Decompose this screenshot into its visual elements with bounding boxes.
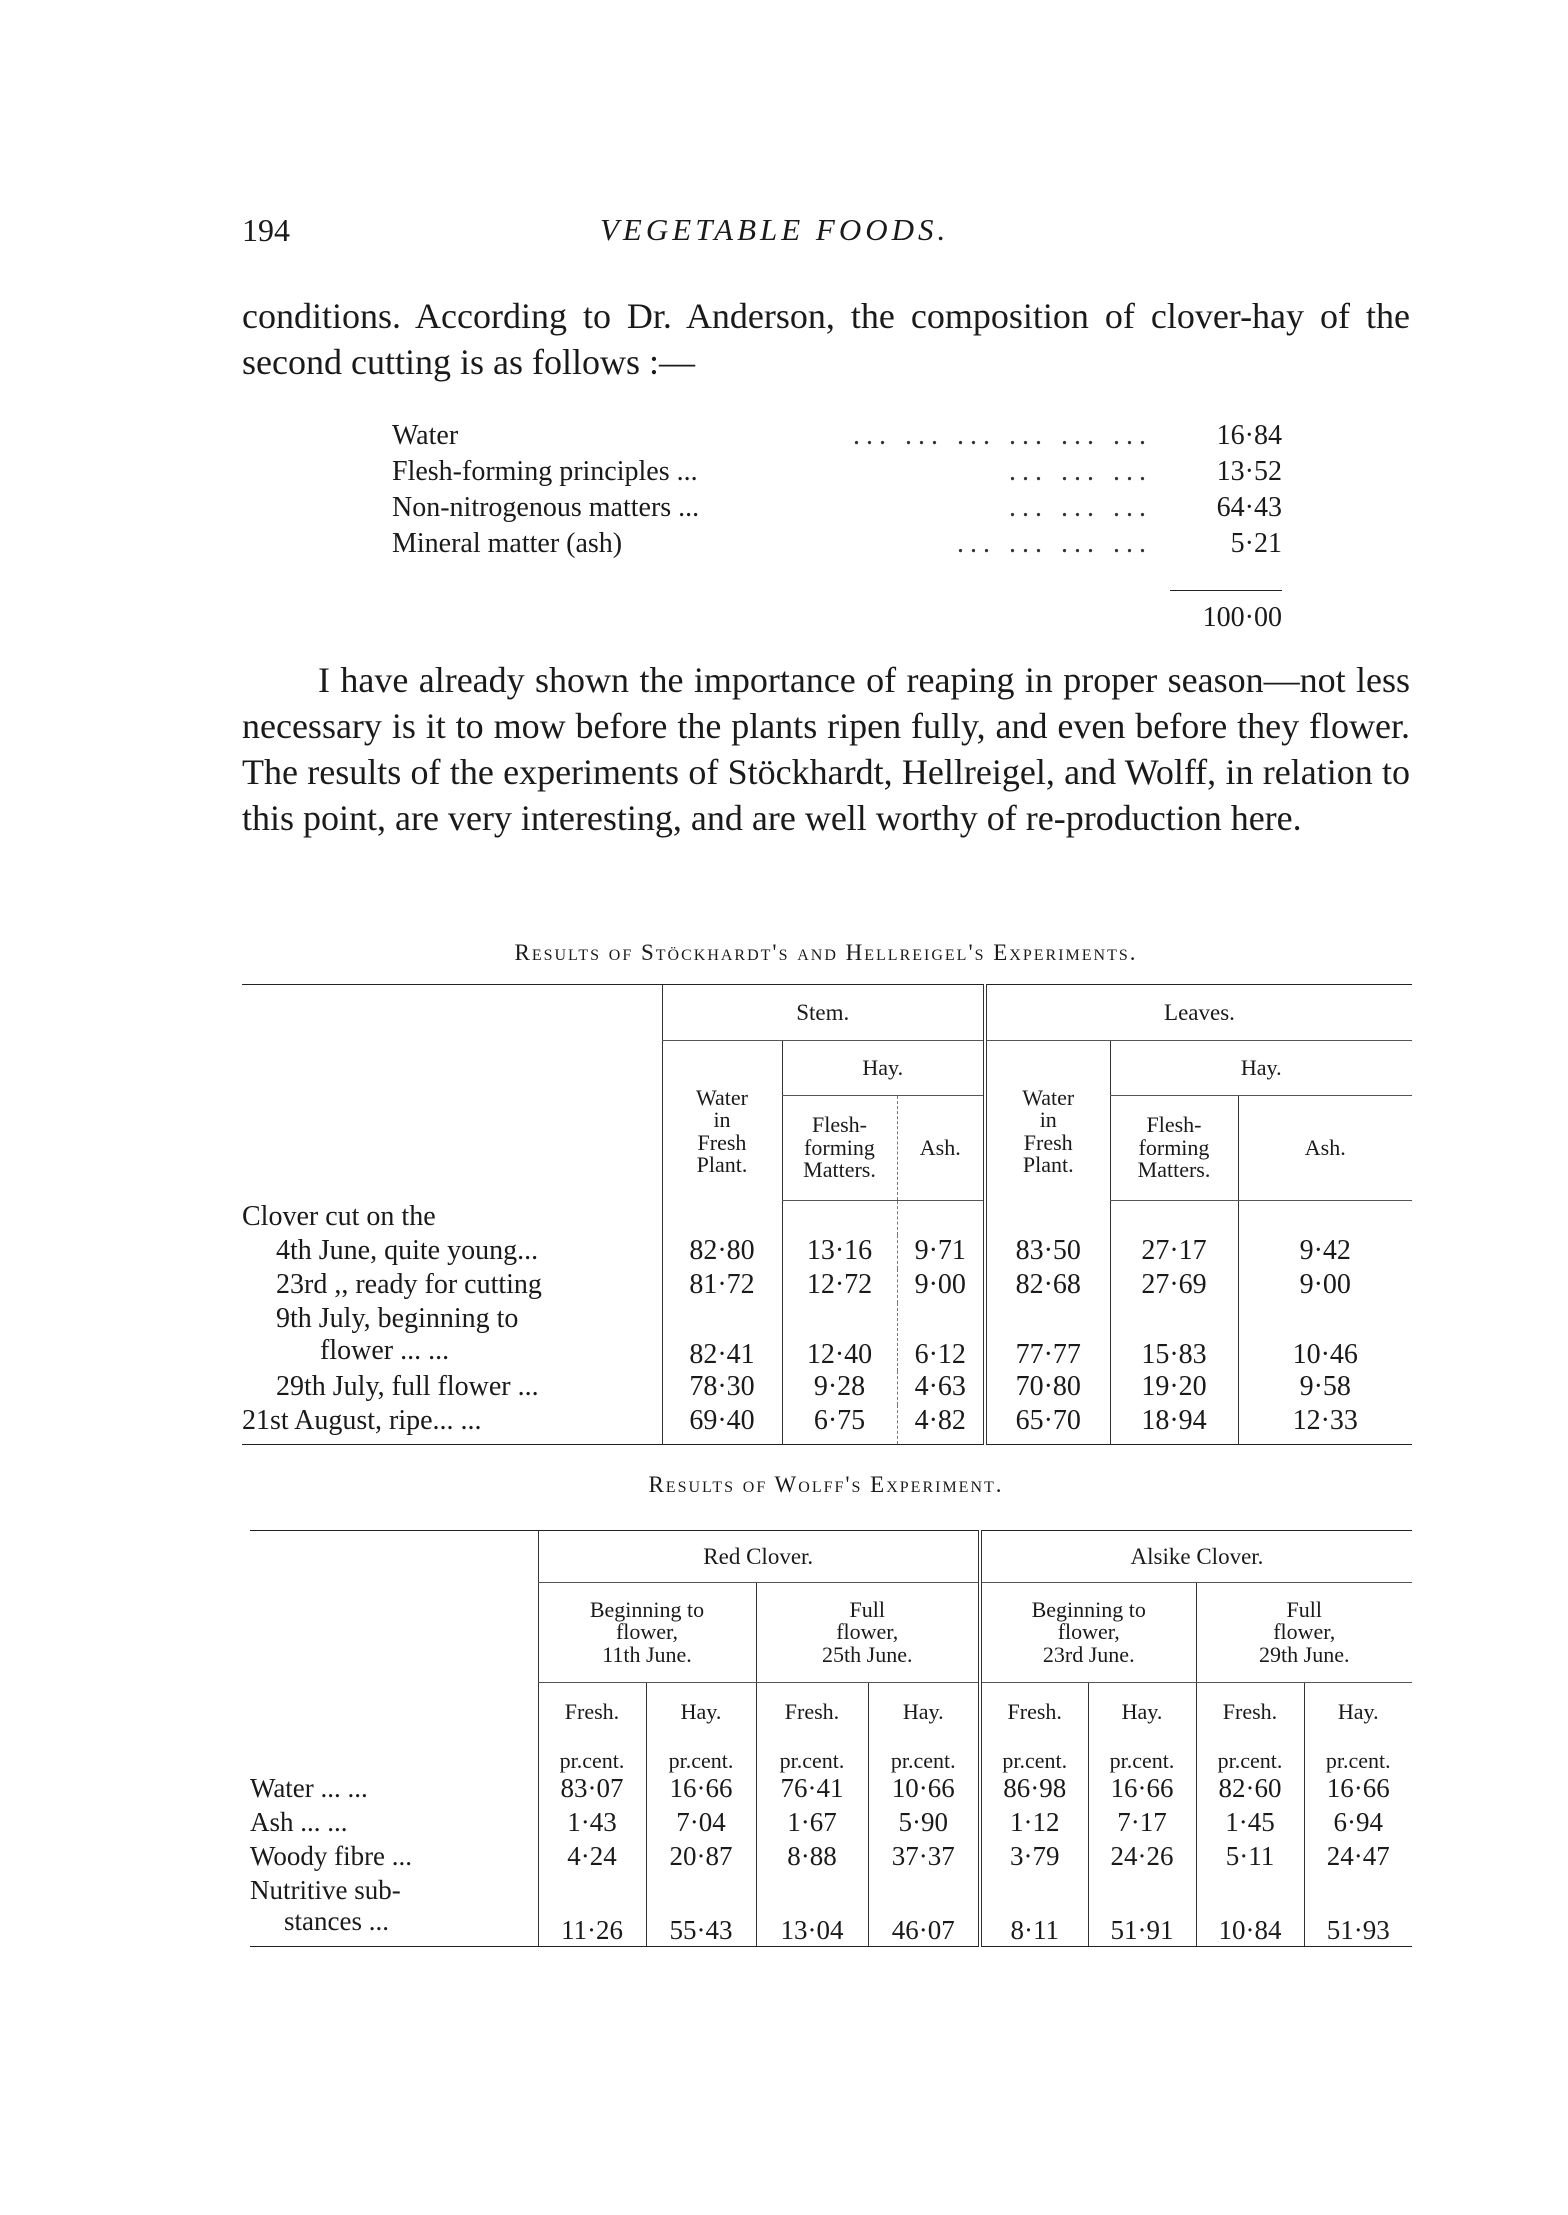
- row-label: 4th June, quite young...: [276, 1234, 539, 1266]
- header-line: Water: [696, 1084, 748, 1110]
- table-cell: 4·82: [897, 1405, 985, 1445]
- table-cell: 78·30: [662, 1371, 782, 1405]
- table-cell: 65·70: [985, 1405, 1110, 1445]
- unit-label: pr.cent.: [756, 1741, 868, 1773]
- running-head: VEGETABLE FOODS.: [600, 212, 950, 247]
- composition-list: [392, 420, 1282, 633]
- unit-label: pr.cent.: [868, 1741, 980, 1773]
- table-cell: 7·04: [646, 1807, 756, 1841]
- row-label: 21st August, ripe... ...: [242, 1405, 662, 1445]
- table-cell: 76·41: [756, 1773, 868, 1807]
- table-cell: 18·94: [1110, 1405, 1238, 1445]
- row-label-line: flower ... ...: [320, 1334, 450, 1366]
- unit-label: pr.cent.: [646, 1741, 756, 1773]
- table-row: [250, 1773, 1412, 1807]
- header-line: Flesh-: [812, 1112, 867, 1138]
- table-cell: 81·72: [662, 1269, 782, 1303]
- table-cell: 77·77: [985, 1303, 1110, 1371]
- table-cell: 82·60: [1196, 1773, 1304, 1807]
- leader-dots: ... ... ...: [1009, 492, 1152, 523]
- leader-dots: ... ... ... ...: [957, 528, 1152, 559]
- table-cell: 13·04: [756, 1875, 868, 1947]
- table-cell: 82·80: [662, 1235, 782, 1269]
- header-line: 25th June.: [822, 1641, 913, 1667]
- table-cell: 4·24: [538, 1841, 646, 1875]
- hay-header: Hay.: [646, 1683, 756, 1741]
- table-cell: 6·12: [897, 1303, 985, 1371]
- header-line: flower,: [615, 1619, 679, 1645]
- composition-value: 16·84: [1216, 420, 1282, 451]
- table-row: [242, 1371, 1412, 1405]
- table-row: [242, 1303, 1412, 1371]
- table-cell: 4·63: [897, 1371, 985, 1405]
- header-line: 11th June.: [602, 1641, 692, 1667]
- table-cell: 70·80: [985, 1371, 1110, 1405]
- table-cell: 24·26: [1088, 1841, 1196, 1875]
- table1-intro-label: Clover cut on the: [242, 1200, 436, 1232]
- table-cell: 37·37: [868, 1841, 980, 1875]
- intro-paragraph: conditions. According to Dr. Anderson, the composition of clover-hay of the second cutting is as follows :—: [242, 296, 1410, 382]
- table2-alsike-clover-header: Alsike Clover.: [980, 1531, 1412, 1583]
- table-cell: 13·16: [782, 1235, 897, 1269]
- table-cell: 12·72: [782, 1269, 897, 1303]
- table-cell: 8·11: [980, 1875, 1088, 1947]
- table-cell: 82·68: [985, 1269, 1110, 1303]
- table1-stem-ash-header: Ash.: [897, 1096, 985, 1201]
- table-row: [250, 1875, 1412, 1947]
- stage-header: [980, 1583, 1196, 1683]
- fresh-header: Fresh.: [1196, 1683, 1304, 1741]
- table-cell: 3·79: [980, 1841, 1088, 1875]
- row-label-line: Nutritive sub-: [250, 1874, 401, 1905]
- header-line: Matters.: [803, 1157, 876, 1183]
- header-line: Fresh: [1023, 1129, 1073, 1155]
- table-cell: 27·17: [1110, 1235, 1238, 1269]
- table2-red-clover-header: Red Clover.: [538, 1531, 980, 1583]
- composition-row-water: [392, 420, 1282, 456]
- table-cell: 6·75: [782, 1405, 897, 1445]
- table1-leaves-flesh-header: [1110, 1096, 1238, 1201]
- hay-header: Hay.: [1088, 1683, 1196, 1741]
- table-cell: 9·58: [1238, 1371, 1412, 1405]
- table-cell: 69·40: [662, 1405, 782, 1445]
- stage-header: [1196, 1583, 1412, 1683]
- unit-label: pr.cent.: [980, 1741, 1088, 1773]
- table-cell: 1·67: [756, 1807, 868, 1841]
- table-cell: 16·66: [646, 1773, 756, 1807]
- table1-leaves-hay-header: Hay.: [1110, 1041, 1412, 1096]
- table-cell: 24·47: [1304, 1841, 1412, 1875]
- table1-stub-header: [242, 985, 662, 1201]
- header-line: Matters.: [1137, 1157, 1211, 1183]
- table-cell: 7·17: [1088, 1807, 1196, 1841]
- table-cell: 6·94: [1304, 1807, 1412, 1841]
- composition-row-non-nitrogenous: [392, 492, 1282, 528]
- table-cell: 16·66: [1304, 1773, 1412, 1807]
- composition-label: Mineral matter (ash): [392, 528, 623, 559]
- table1-stem-header: Stem.: [662, 985, 985, 1041]
- unit-label: pr.cent.: [1304, 1741, 1412, 1773]
- table-cell: 51·91: [1088, 1875, 1196, 1947]
- header-line: Full: [849, 1596, 885, 1622]
- hay-header: Hay.: [1304, 1683, 1412, 1741]
- composition-row-mineral: [392, 528, 1282, 564]
- hay-header: Hay.: [868, 1683, 980, 1741]
- row-label-line: stances ...: [284, 1905, 389, 1936]
- composition-value: 5·21: [1230, 528, 1282, 559]
- header-line: 23rd June.: [1042, 1641, 1135, 1667]
- page-number: 194: [242, 212, 290, 248]
- table-cell: 15·83: [1110, 1303, 1238, 1371]
- table1-leaves-header: Leaves.: [985, 985, 1412, 1041]
- table-cell: 83·07: [538, 1773, 646, 1807]
- header-line: forming: [1138, 1134, 1210, 1160]
- table1-stem-flesh-header: [782, 1096, 897, 1201]
- leader-dots: ... ... ...: [1009, 456, 1152, 487]
- table-cell: 46·07: [868, 1875, 980, 1947]
- table-cell: 1·45: [1196, 1807, 1304, 1841]
- table-cell: 20·87: [646, 1841, 756, 1875]
- header-line: Beginning to: [589, 1596, 705, 1622]
- table1-leaves-ash-header: Ash.: [1238, 1096, 1412, 1201]
- header-line: Plant.: [1022, 1152, 1074, 1178]
- header-line: 29th June.: [1259, 1641, 1350, 1667]
- table2-stub-header: [250, 1531, 538, 1773]
- leader-dots: ... ... ... ... ... ...: [853, 420, 1152, 451]
- table1-stem-water-header: [662, 1041, 782, 1201]
- table-cell: 11·26: [538, 1875, 646, 1947]
- row-label: Water ... ...: [250, 1772, 368, 1803]
- table-cell: 82·41: [662, 1303, 782, 1371]
- table-cell: 5·11: [1196, 1841, 1304, 1875]
- table-cell: 10·84: [1196, 1875, 1304, 1947]
- row-label: Woody fibre ...: [250, 1840, 413, 1871]
- fresh-header: Fresh.: [756, 1683, 868, 1741]
- stockhardt-hellreigel-table: [242, 984, 1412, 1445]
- table-cell: 1·43: [538, 1807, 646, 1841]
- table-cell: 10·66: [868, 1773, 980, 1807]
- table1-leaves-water-header: [985, 1041, 1110, 1201]
- unit-label: pr.cent.: [538, 1741, 646, 1773]
- unit-label: pr.cent.: [1196, 1741, 1304, 1773]
- header-line: Full: [1286, 1596, 1322, 1622]
- discussion-paragraph: I have already shown the importance of reaping in proper season—not less necessary is it to mow before the plants ripen fully, and even before they flower. The results of the experiments of Stöckhardt, Hellreigel, and Wolff, in relation to this point, are very interesting, and are well worthy of re-production here.: [242, 660, 1410, 838]
- table-cell: 8·88: [756, 1841, 868, 1875]
- sum-rule: [1170, 590, 1282, 591]
- table-cell: 1·12: [980, 1807, 1088, 1841]
- header-line: forming: [804, 1134, 875, 1160]
- table-cell: 9·42: [1238, 1235, 1412, 1269]
- table1-caption: Results of Stöckhardt's and Hellreigel's Experiments.: [514, 940, 1138, 965]
- table-cell: 51·93: [1304, 1875, 1412, 1947]
- table1-stem-hay-header: Hay.: [782, 1041, 985, 1096]
- fresh-header: Fresh.: [538, 1683, 646, 1741]
- wolff-table: [250, 1530, 1412, 1947]
- table-cell: 9·00: [1238, 1269, 1412, 1303]
- table-cell: 86·98: [980, 1773, 1088, 1807]
- table-cell: 83·50: [985, 1235, 1110, 1269]
- row-label: [250, 1875, 538, 1947]
- composition-label: Water: [392, 420, 459, 451]
- header-line: in: [713, 1107, 731, 1133]
- composition-value: 64·43: [1216, 492, 1282, 523]
- composition-label: Flesh-forming principles ...: [392, 456, 698, 487]
- header-line: flower,: [836, 1619, 899, 1645]
- row-label: Ash ... ...: [250, 1806, 348, 1837]
- header-line: Fresh: [697, 1129, 747, 1155]
- composition-total: 100·00: [1202, 602, 1282, 633]
- table-cell: 16·66: [1088, 1773, 1196, 1807]
- table-cell: 5·90: [868, 1807, 980, 1841]
- header-line: flower,: [1273, 1619, 1336, 1645]
- stage-header: [756, 1583, 980, 1683]
- fresh-header: Fresh.: [980, 1683, 1088, 1741]
- stage-header: [538, 1583, 756, 1683]
- table-cell: 9·28: [782, 1371, 897, 1405]
- header-line: flower,: [1057, 1619, 1120, 1645]
- table-cell: 10·46: [1238, 1303, 1412, 1371]
- row-label-line: 9th July, beginning to: [276, 1302, 519, 1334]
- table-row: [250, 1807, 1412, 1841]
- table-row: [242, 1269, 1412, 1303]
- table-cell: 55·43: [646, 1875, 756, 1947]
- header-line: in: [1039, 1107, 1057, 1133]
- header-line: Water: [1022, 1084, 1075, 1110]
- table-row: [250, 1841, 1412, 1875]
- row-label: [242, 1303, 662, 1371]
- header-line: Beginning to: [1031, 1596, 1146, 1622]
- table-cell: 19·20: [1110, 1371, 1238, 1405]
- composition-row-flesh-forming: [392, 456, 1282, 492]
- table-row: [242, 1405, 1412, 1445]
- table-cell: 27·69: [1110, 1269, 1238, 1303]
- table-row: [242, 1235, 1412, 1269]
- table-cell: 12·40: [782, 1303, 897, 1371]
- composition-value: 13·52: [1216, 456, 1282, 487]
- header-line: Plant.: [696, 1152, 748, 1178]
- table-cell: 9·71: [897, 1235, 985, 1269]
- unit-label: pr.cent.: [1088, 1741, 1196, 1773]
- composition-label: Non-nitrogenous matters ...: [392, 492, 700, 523]
- row-label: 23rd ,, ready for cutting: [276, 1268, 542, 1300]
- table-cell: 9·00: [897, 1269, 985, 1303]
- row-label: 29th July, full flower ...: [276, 1370, 539, 1402]
- table-cell: 12·33: [1238, 1405, 1412, 1445]
- header-line: Flesh-: [1146, 1112, 1202, 1138]
- table2-caption: Results of Wolff's Experiment.: [648, 1472, 1004, 1497]
